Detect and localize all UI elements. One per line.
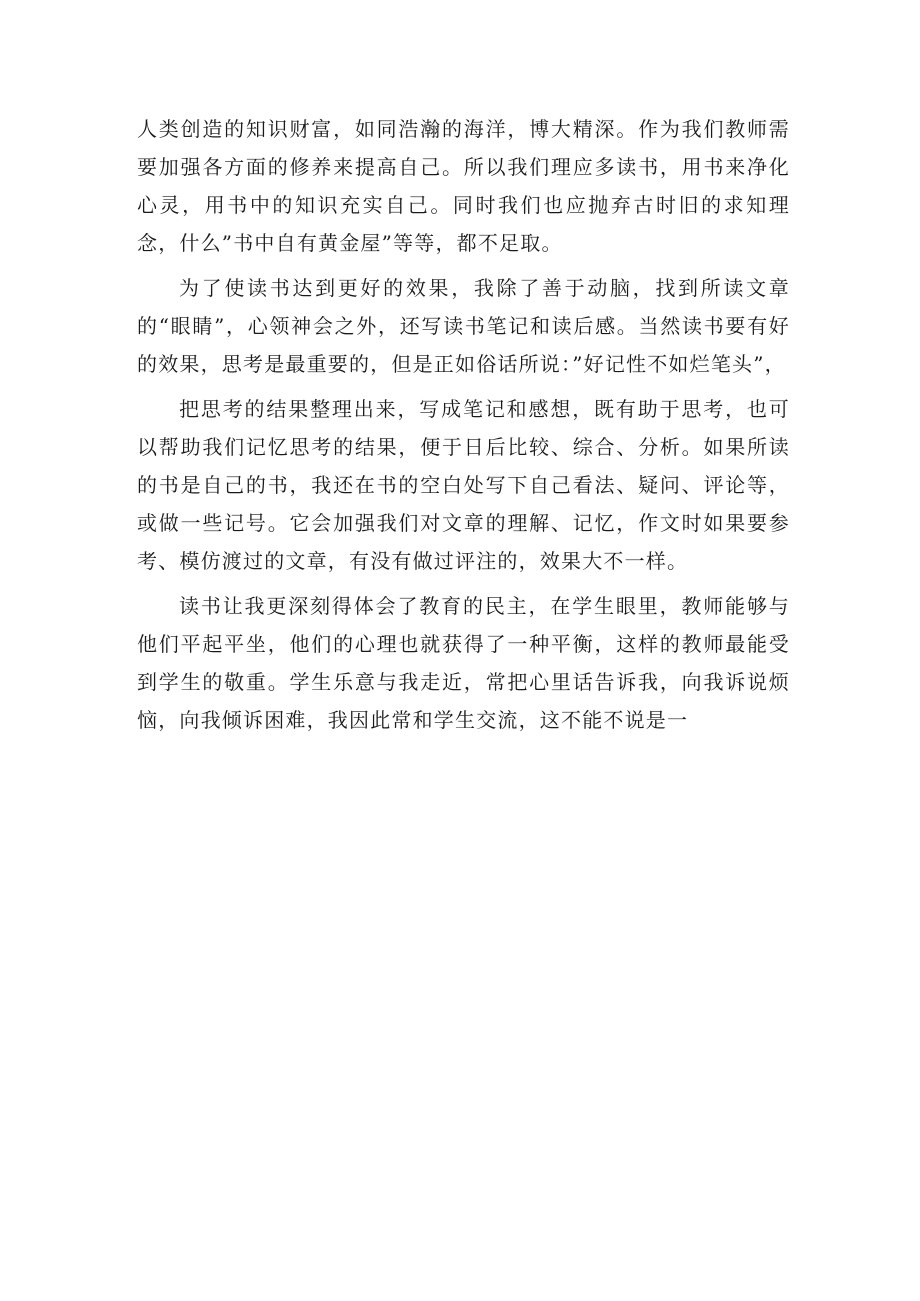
paragraph-4: 读书让我更深刻得体会了教育的民主，在学生眼里，教师能够与他们平起平坐，他们的心理也就获得了一种平衡，这样的教师最能受到学生的敬重。学生乐意与我走近，常把心里话告诉我，向我诉说烦恼，向我倾诉困难，我因此常和学生交流，这不能不说是一 <box>137 594 790 732</box>
paragraph-1: 人类创造的知识财富，如同浩瀚的海洋，博大精深。作为我们教师需要加强各方面的修养来提高自己。所以我们理应多读书，用书来净化心灵，用书中的知识充实自己。同时我们也应抛弃古时旧的求知理念，什么”书中自有黄金屋”等等，都不足取。 <box>137 117 790 255</box>
paragraph-3: 把思考的结果整理出来，写成笔记和感想，既有助于思考，也可以帮助我们记忆思考的结果，便于日后比较、综合、分析。如果所读的书是自己的书，我还在书的空白处写下自己看法、疑问、评论等，或做一些记号。它会加强我们对文章的理解、记忆，作文时如果要参考、模仿渡过的文章，有没有做过评注的，效果大不一样。 <box>137 397 790 573</box>
body-text <box>137 110 790 746</box>
paragraph-2: 为了使读书达到更好的效果，我除了善于动脑，找到所读文章的“眼睛”，心领神会之外，还写读书笔记和读后感。当然读书要有好的效果，思考是最重要的，但是正如俗话所说：”好记性不如烂笔头”， <box>137 276 790 376</box>
